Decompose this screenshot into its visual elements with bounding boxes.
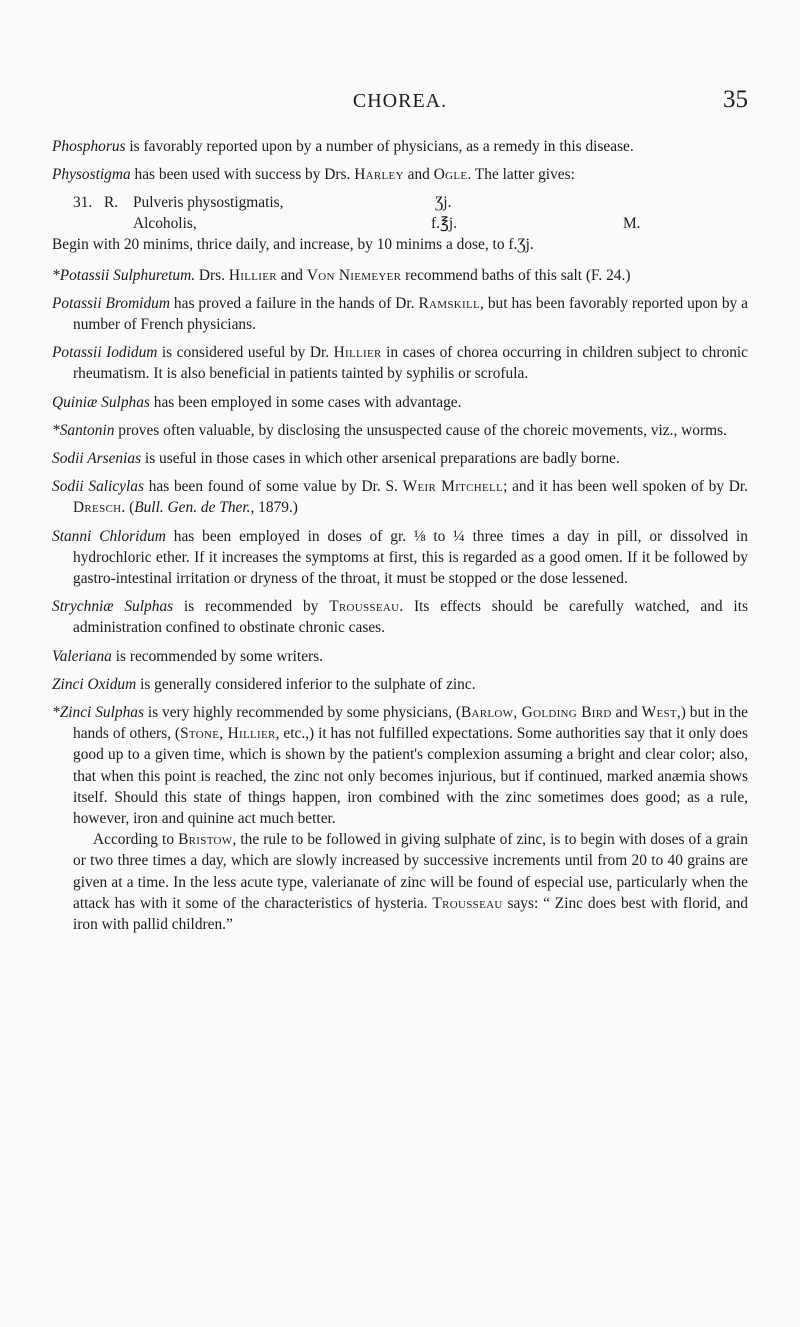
- entry-quiniae-sulphas: [52, 392, 748, 413]
- entry-term: *Potassii Sulphuretum.: [52, 266, 196, 284]
- prescription-line: [52, 192, 748, 213]
- page-number: 35: [723, 86, 748, 113]
- entry-stanni-chloridum: [52, 526, 748, 590]
- misce-signature: M.: [623, 215, 641, 233]
- entry-term: Strychniæ Sulphas: [52, 598, 174, 616]
- entry-text: is very highly recommended by some physicians, (: [143, 704, 461, 722]
- entry-term: *Zinci Sulphas: [52, 704, 144, 722]
- entry-text: . The latter gives:: [467, 166, 575, 184]
- ingredient-name: Alcoholis,: [133, 215, 197, 233]
- entry-text: has proved a failure in the hands of Dr.: [169, 294, 419, 312]
- author-name: Trousseau: [432, 894, 503, 912]
- entry-text: , 1879.): [250, 499, 298, 517]
- ingredient-quantity: f.℥j.: [431, 215, 457, 233]
- author-name: Ramskill: [418, 294, 481, 312]
- entry-text: is recommended by some writers.: [111, 647, 323, 665]
- chapter-title: CHOREA.: [352, 90, 448, 112]
- author-name: Bristow: [178, 831, 233, 849]
- entry-text: proves often valuable, by disclosing the unsuspected cause of the choreic movements, viz., worms.: [114, 421, 727, 439]
- entry-santonin: [52, 420, 748, 441]
- entry-term: Valeriana: [52, 647, 112, 665]
- entry-text: and: [403, 166, 434, 184]
- entry-text: is generally considered inferior to the sulphate of zinc.: [136, 675, 476, 693]
- entry-term: Physostigma: [52, 166, 131, 184]
- entry-term: Phosphorus: [52, 138, 126, 155]
- entry-text: is considered useful by Dr.: [157, 344, 334, 362]
- entry-potassii-iodidum: [52, 342, 748, 384]
- entry-text: is favorably reported upon by a number of physicians, as a remedy in this disease.: [125, 138, 634, 155]
- entry-zinci-oxidum: [52, 674, 748, 695]
- entry-text: has been used with success by Drs.: [130, 166, 355, 184]
- entry-term: *Santonin: [52, 421, 115, 439]
- entry-text: ; and it has been well spoken of by Dr.: [503, 478, 749, 496]
- entry-text: , etc.,) it has not fulfilled expectations. Some authorities say that it only does good up to a given time, which is shown by the patient's complexion assuming a bright and clear color; also, that when this point is reached, the zinc not only becomes injurious, but if continued, marked anæmia shows itself. Should this state of things happen, iron combined with the zinc sometimes does good; as a rule, however, iron and quinine act much better.: [73, 725, 748, 828]
- author-name: Stone, Hillier: [180, 725, 276, 743]
- entry-text: , but has been favorably reported upon by a number of French physicians.: [73, 294, 748, 334]
- entry-term: Stanni Chloridum: [52, 527, 166, 545]
- entry-text: . (: [121, 499, 135, 517]
- entry-text: . Its effects should be carefully watched, and its administration confined to obstinate chronic cases.: [73, 598, 748, 637]
- entry-text: has been employed in doses of gr. ⅛ to ¼ three times a day in pill, or dissolved in hydrochloric ether. If it increases the symptoms at first, this is regarded as a good omen. If it be followed by gastro-intestinal irritation or dryness of the throat, it must be stopped or the dose lessened.: [73, 527, 748, 588]
- entry-text: and: [611, 704, 642, 722]
- author-name: Von Niemeyer: [306, 266, 402, 284]
- entry-text: ,) but in the hands of others, (: [73, 704, 748, 743]
- entry-physostigma: [52, 164, 748, 185]
- entry-text: According to: [93, 831, 179, 849]
- entry-sodii-salicylas: [52, 476, 748, 518]
- ingredient-name: Pulveris physostigmatis,: [133, 194, 284, 212]
- entry-strychniae-sulphas: [52, 596, 748, 638]
- entry-text: in cases of chorea occurring in children subject to chronic rheumatism. It is also beneficial in patients tainted by syphilis or scrofula.: [73, 344, 748, 383]
- entry-text: and: [276, 266, 307, 284]
- entry-zinci-sulphas: [52, 702, 748, 829]
- entry-term: Sodii Salicylas: [52, 478, 144, 496]
- journal-title: Bull. Gen. de Ther.: [134, 499, 251, 517]
- entry-text: says: “ Zinc does best with florid, and iron with pallid children.”: [73, 894, 748, 934]
- author-name: Hillier: [333, 344, 382, 362]
- entry-potassii-sulphuretum: [52, 265, 748, 286]
- entry-sodii-arsenias: [52, 448, 748, 469]
- author-name: Barlow, Golding Bird: [460, 704, 612, 722]
- entry-text: is useful in those cases in which other arsenical preparations are badly borne.: [141, 450, 620, 468]
- entry-text: is recommended by: [173, 598, 330, 616]
- prescription: [52, 192, 748, 255]
- page-body: [52, 136, 748, 935]
- author-name: Harley: [354, 166, 404, 184]
- entry-text: , the rule to be followed in giving sulphate of zinc, is to begin with doses of a grain or two three times a day, which are slowly increased by successive increments until from 20 to 40 grains are given at a time. In the less acute type, valerianate of zinc will be found of especial use, particularly when the attack has with it some of the characteristics of hysteria.: [73, 831, 748, 912]
- prescription-number: 31.: [73, 194, 93, 212]
- running-head: [52, 88, 748, 118]
- entry-term: Sodii Arsenias: [52, 450, 142, 468]
- author-name: West: [641, 704, 677, 722]
- entry-potassii-bromidum: [52, 293, 748, 335]
- entry-term: Potassii Iodidum: [52, 344, 158, 362]
- entry-valeriana: [52, 646, 748, 667]
- author-name: Trousseau: [329, 598, 400, 616]
- entry-term: Quiniæ Sulphas: [52, 393, 150, 411]
- entry-zinci-sulphas-continued: [73, 829, 748, 935]
- entry-text: recommend baths of this salt (F. 24.): [401, 266, 631, 284]
- entry-text: has been found of some value by Dr. S.: [143, 478, 403, 496]
- recipe-symbol: R.: [104, 194, 119, 212]
- entry-text: has been employed in some cases with advantage.: [149, 393, 462, 411]
- author-name: Ogle: [433, 166, 468, 184]
- entry-phosphorus: [52, 136, 748, 157]
- entry-term: Potassii Bromidum: [52, 294, 170, 312]
- entry-term: Zinci Oxidum: [52, 675, 137, 693]
- entry-text: Drs.: [195, 266, 229, 284]
- prescription-line: [52, 213, 748, 234]
- dosage-instruction: Begin with 20 minims, thrice daily, and increase, by 10 minims a dose, to f.Ʒj.: [52, 236, 534, 254]
- author-name: Dresch: [73, 499, 122, 517]
- author-name: Weir Mitchell: [402, 478, 504, 496]
- ingredient-quantity: Ʒj.: [435, 194, 452, 212]
- author-name: Hillier: [228, 266, 277, 284]
